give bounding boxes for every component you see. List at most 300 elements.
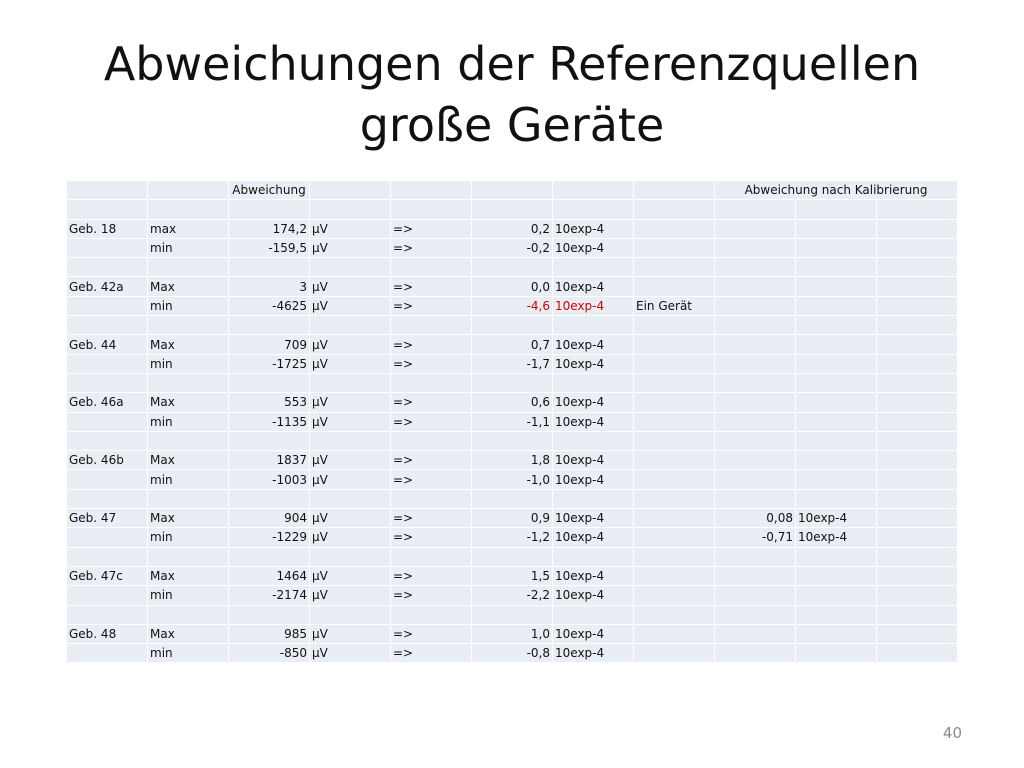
row-relative: 0,2 (472, 220, 552, 238)
row-value: 709 (229, 335, 309, 353)
row-cal-value (715, 586, 795, 604)
table-cell (877, 220, 957, 238)
row-label (67, 548, 147, 566)
row-unit: µV (310, 297, 390, 315)
row-exponent: 10exp-4 (553, 567, 633, 585)
row-cal-exponent (796, 316, 876, 334)
row-cal-value (715, 451, 795, 469)
row-arrow: => (391, 297, 471, 315)
row-note (634, 393, 714, 411)
row-exponent (553, 200, 633, 218)
table-cell (391, 181, 471, 199)
row-exponent: 10exp-4 (553, 451, 633, 469)
row-type: Max (148, 451, 228, 469)
row-label: Geb. 46b (67, 451, 147, 469)
row-unit: µV (310, 470, 390, 488)
row-exponent: 10exp-4 (553, 509, 633, 527)
row-cal-value (715, 548, 795, 566)
row-arrow: => (391, 509, 471, 527)
row-label (67, 297, 147, 315)
row-arrow (391, 432, 471, 450)
row-label: Geb. 44 (67, 335, 147, 353)
row-cal-value: -0,71 (715, 528, 795, 546)
row-cal-exponent (796, 355, 876, 373)
row-value: -159,5 (229, 239, 309, 257)
table-cell (877, 335, 957, 353)
row-cal-exponent (796, 451, 876, 469)
row-unit: µV (310, 277, 390, 295)
row-note (634, 625, 714, 643)
table-cell (310, 181, 390, 199)
row-arrow: => (391, 470, 471, 488)
row-value: -1229 (229, 528, 309, 546)
row-unit: µV (310, 528, 390, 546)
row-arrow: => (391, 220, 471, 238)
row-cal-value (715, 277, 795, 295)
table-row (67, 200, 957, 218)
row-note (634, 220, 714, 238)
row-cal-value (715, 200, 795, 218)
row-type (148, 374, 228, 392)
row-label (67, 528, 147, 546)
row-value: 1837 (229, 451, 309, 469)
row-cal-value (715, 393, 795, 411)
row-value (229, 548, 309, 566)
row-cal-exponent (796, 239, 876, 257)
row-cal-value (715, 239, 795, 257)
table-row (67, 528, 957, 546)
row-note (634, 355, 714, 373)
row-value (229, 316, 309, 334)
table-row (67, 355, 957, 373)
row-cal-value (715, 432, 795, 450)
table-cell (877, 432, 957, 450)
row-type: min (148, 528, 228, 546)
row-cal-value (715, 355, 795, 373)
row-cal-exponent (796, 220, 876, 238)
row-cal-value (715, 644, 795, 662)
table-cell (877, 451, 957, 469)
table-cell (634, 181, 714, 199)
row-unit: µV (310, 625, 390, 643)
row-arrow: => (391, 413, 471, 431)
table-row (67, 297, 957, 315)
row-value: -4625 (229, 297, 309, 315)
row-cal-value (715, 606, 795, 624)
row-value: -2174 (229, 586, 309, 604)
row-arrow (391, 316, 471, 334)
header-abweichung: Abweichung (229, 181, 309, 199)
row-relative (472, 490, 552, 508)
row-exponent: 10exp-4 (553, 413, 633, 431)
row-unit (310, 316, 390, 334)
row-arrow (391, 200, 471, 218)
row-value: -1135 (229, 413, 309, 431)
table-row (67, 393, 957, 411)
row-note (634, 335, 714, 353)
row-unit (310, 490, 390, 508)
row-label (67, 355, 147, 373)
row-exponent (553, 316, 633, 334)
row-value: 904 (229, 509, 309, 527)
row-type: min (148, 644, 228, 662)
row-note (634, 200, 714, 218)
row-exponent: 10exp-4 (553, 586, 633, 604)
row-arrow: => (391, 355, 471, 373)
table-row (67, 335, 957, 353)
row-relative: 0,6 (472, 393, 552, 411)
row-arrow: => (391, 567, 471, 585)
row-relative: 0,7 (472, 335, 552, 353)
row-exponent: 10exp-4 (553, 335, 633, 353)
row-arrow: => (391, 393, 471, 411)
row-note (634, 374, 714, 392)
row-relative (472, 316, 552, 334)
row-cal-exponent (796, 335, 876, 353)
table-row (67, 567, 957, 585)
row-type (148, 490, 228, 508)
row-note (634, 509, 714, 527)
row-exponent: 10exp-4 (553, 355, 633, 373)
row-relative: -2,2 (472, 586, 552, 604)
row-unit: µV (310, 355, 390, 373)
row-type: Max (148, 625, 228, 643)
row-type: Max (148, 335, 228, 353)
row-label: Geb. 48 (67, 625, 147, 643)
table-cell (877, 277, 957, 295)
row-cal-exponent (796, 548, 876, 566)
row-note (634, 239, 714, 257)
row-value: -1725 (229, 355, 309, 373)
row-exponent (553, 490, 633, 508)
row-label: Geb. 47 (67, 509, 147, 527)
table-cell (877, 374, 957, 392)
row-value: 174,2 (229, 220, 309, 238)
row-value (229, 200, 309, 218)
row-note (634, 258, 714, 276)
row-cal-value (715, 567, 795, 585)
table-cell (877, 567, 957, 585)
row-cal-value (715, 335, 795, 353)
row-relative (472, 432, 552, 450)
row-relative (472, 548, 552, 566)
table-cell (877, 625, 957, 643)
row-cal-exponent (796, 258, 876, 276)
row-value: -1003 (229, 470, 309, 488)
header-nach-kalibrierung: Abweichung nach Kalibrierung (715, 181, 957, 199)
row-label: Geb. 46a (67, 393, 147, 411)
row-note (634, 606, 714, 624)
table-row (67, 625, 957, 643)
row-exponent (553, 606, 633, 624)
row-exponent: 10exp-4 (553, 220, 633, 238)
row-type (148, 200, 228, 218)
row-unit: µV (310, 644, 390, 662)
row-cal-value (715, 413, 795, 431)
row-arrow (391, 548, 471, 566)
row-label: Geb. 18 (67, 220, 147, 238)
row-exponent: 10exp-4 (553, 277, 633, 295)
table-row (67, 644, 957, 662)
row-note (634, 451, 714, 469)
table-row (67, 316, 957, 334)
row-arrow: => (391, 586, 471, 604)
row-value (229, 374, 309, 392)
row-cal-exponent (796, 644, 876, 662)
row-label (67, 432, 147, 450)
row-value (229, 490, 309, 508)
row-arrow (391, 606, 471, 624)
row-unit (310, 432, 390, 450)
row-cal-exponent (796, 586, 876, 604)
row-relative (472, 200, 552, 218)
table-cell (877, 548, 957, 566)
table-row (67, 548, 957, 566)
table-cell (877, 509, 957, 527)
table-cell (877, 490, 957, 508)
table-row (67, 277, 957, 295)
row-type (148, 548, 228, 566)
row-cal-exponent (796, 374, 876, 392)
row-type: min (148, 470, 228, 488)
row-value: 1464 (229, 567, 309, 585)
row-type: Max (148, 393, 228, 411)
row-type (148, 606, 228, 624)
row-relative (472, 374, 552, 392)
row-unit (310, 374, 390, 392)
row-note (634, 528, 714, 546)
row-label (67, 606, 147, 624)
row-cal-exponent (796, 606, 876, 624)
row-value (229, 258, 309, 276)
table-body (67, 181, 957, 662)
row-exponent (553, 258, 633, 276)
table-cell (877, 316, 957, 334)
row-unit: µV (310, 413, 390, 431)
row-exponent: 10exp-4 (553, 470, 633, 488)
row-cal-exponent (796, 625, 876, 643)
table-cell (877, 528, 957, 546)
row-arrow (391, 490, 471, 508)
table-row (67, 470, 957, 488)
row-exponent (553, 374, 633, 392)
row-note (634, 413, 714, 431)
row-unit: µV (310, 220, 390, 238)
table-cell (877, 470, 957, 488)
row-type: min (148, 297, 228, 315)
row-exponent: 10exp-4 (553, 393, 633, 411)
row-unit: µV (310, 509, 390, 527)
table-cell (67, 181, 147, 199)
row-unit: µV (310, 239, 390, 257)
row-arrow: => (391, 451, 471, 469)
row-exponent: 10exp-4 (553, 625, 633, 643)
row-label (67, 316, 147, 334)
table-cell (877, 606, 957, 624)
row-type (148, 316, 228, 334)
table-row (67, 586, 957, 604)
row-cal-exponent (796, 413, 876, 431)
row-cal-exponent (796, 393, 876, 411)
table-header-row (67, 181, 957, 199)
row-exponent (553, 432, 633, 450)
table-cell (877, 413, 957, 431)
row-arrow: => (391, 625, 471, 643)
row-unit (310, 606, 390, 624)
row-unit: µV (310, 451, 390, 469)
row-note (634, 277, 714, 295)
row-note (634, 548, 714, 566)
row-label: Geb. 42a (67, 277, 147, 295)
row-type (148, 432, 228, 450)
row-arrow: => (391, 644, 471, 662)
row-label (67, 644, 147, 662)
row-cal-value (715, 220, 795, 238)
row-unit: µV (310, 393, 390, 411)
table-cell (877, 586, 957, 604)
row-relative: 0,0 (472, 277, 552, 295)
row-relative: -1,7 (472, 355, 552, 373)
row-arrow (391, 258, 471, 276)
row-exponent: 10exp-4 (553, 239, 633, 257)
row-exponent: 10exp-4 (553, 644, 633, 662)
row-cal-exponent (796, 490, 876, 508)
row-cal-value (715, 297, 795, 315)
row-unit (310, 258, 390, 276)
row-relative: 1,5 (472, 567, 552, 585)
row-note (634, 316, 714, 334)
row-label (67, 586, 147, 604)
row-label (67, 470, 147, 488)
row-cal-exponent: 10exp-4 (796, 528, 876, 546)
row-relative: 1,0 (472, 625, 552, 643)
slide-title-line2: große Geräte (359, 98, 665, 152)
row-type: min (148, 239, 228, 257)
table-cell (877, 393, 957, 411)
table-cell (148, 181, 228, 199)
table-cell (553, 181, 633, 199)
row-relative: 0,9 (472, 509, 552, 527)
row-exponent: 10exp-4 (553, 297, 633, 315)
slide-title-line1: Abweichungen der Referenzquellen (103, 37, 921, 91)
deviation-table (66, 180, 958, 663)
row-cal-value: 0,08 (715, 509, 795, 527)
row-note (634, 490, 714, 508)
row-note: Ein Gerät (634, 297, 714, 315)
row-label: Geb. 47c (67, 567, 147, 585)
row-value: 553 (229, 393, 309, 411)
row-cal-exponent (796, 432, 876, 450)
row-label (67, 413, 147, 431)
row-unit: µV (310, 335, 390, 353)
row-unit (310, 200, 390, 218)
row-cal-value (715, 490, 795, 508)
row-relative: -0,2 (472, 239, 552, 257)
row-exponent: 10exp-4 (553, 528, 633, 546)
row-note (634, 470, 714, 488)
row-unit: µV (310, 586, 390, 604)
row-note (634, 586, 714, 604)
row-relative: 1,8 (472, 451, 552, 469)
row-cal-value (715, 470, 795, 488)
row-exponent (553, 548, 633, 566)
row-unit: µV (310, 567, 390, 585)
row-relative: -1,1 (472, 413, 552, 431)
row-label (67, 239, 147, 257)
row-relative (472, 606, 552, 624)
row-label (67, 200, 147, 218)
row-arrow: => (391, 239, 471, 257)
row-label (67, 490, 147, 508)
table-row (67, 451, 957, 469)
table-row (67, 509, 957, 527)
row-value (229, 432, 309, 450)
row-arrow: => (391, 277, 471, 295)
row-arrow: => (391, 528, 471, 546)
row-type: min (148, 413, 228, 431)
table-row (67, 413, 957, 431)
row-cal-value (715, 374, 795, 392)
row-relative: -1,2 (472, 528, 552, 546)
table-row (67, 606, 957, 624)
row-relative: -1,0 (472, 470, 552, 488)
table-cell (877, 355, 957, 373)
slide-title (0, 34, 1024, 156)
row-note (634, 432, 714, 450)
row-relative: -4,6 (472, 297, 552, 315)
row-relative (472, 258, 552, 276)
row-note (634, 644, 714, 662)
row-relative: -0,8 (472, 644, 552, 662)
row-value (229, 606, 309, 624)
row-type (148, 258, 228, 276)
table-row (67, 220, 957, 238)
row-cal-exponent (796, 297, 876, 315)
row-cal-exponent (796, 200, 876, 218)
row-type: max (148, 220, 228, 238)
row-label (67, 374, 147, 392)
table-cell (877, 200, 957, 218)
row-cal-exponent (796, 277, 876, 295)
table-cell (877, 258, 957, 276)
row-value: -850 (229, 644, 309, 662)
row-cal-value (715, 258, 795, 276)
row-type: min (148, 586, 228, 604)
row-value: 3 (229, 277, 309, 295)
table-cell (877, 644, 957, 662)
table-cell (877, 297, 957, 315)
row-cal-exponent (796, 567, 876, 585)
table-cell (472, 181, 552, 199)
row-value: 985 (229, 625, 309, 643)
row-type: min (148, 355, 228, 373)
row-unit (310, 548, 390, 566)
table-row (67, 432, 957, 450)
row-label (67, 258, 147, 276)
table-cell (877, 239, 957, 257)
table-row (67, 490, 957, 508)
row-type: Max (148, 277, 228, 295)
row-arrow: => (391, 335, 471, 353)
table-row (67, 258, 957, 276)
row-type: Max (148, 509, 228, 527)
row-cal-value (715, 625, 795, 643)
row-note (634, 567, 714, 585)
row-cal-exponent: 10exp-4 (796, 509, 876, 527)
table-row (67, 239, 957, 257)
row-arrow (391, 374, 471, 392)
row-cal-value (715, 316, 795, 334)
